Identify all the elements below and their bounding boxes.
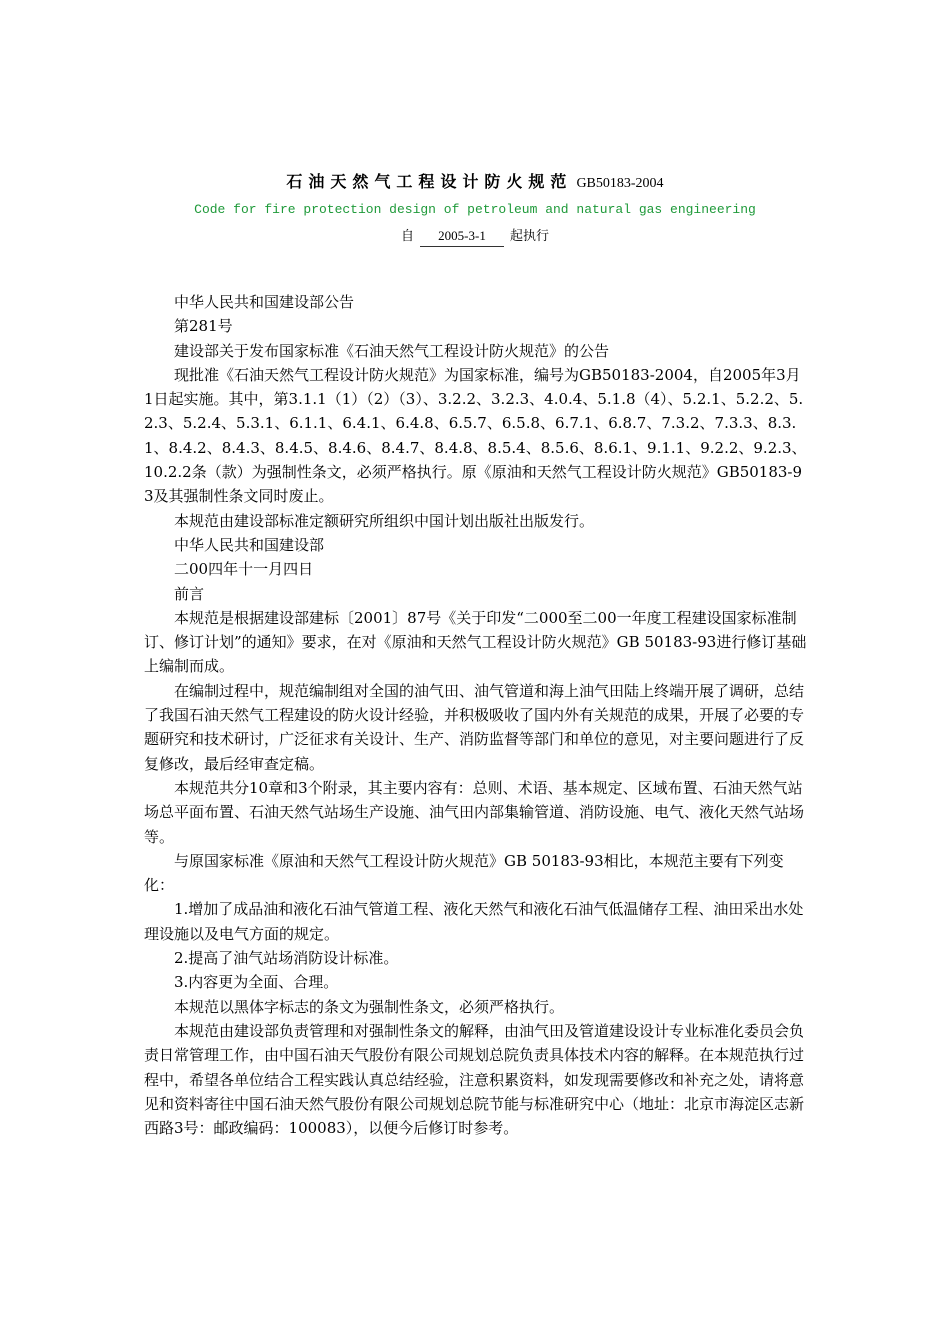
english-title: Code for fire protection design of petroleum and natural gas engineering xyxy=(194,202,756,217)
change-item: 1.增加了成品油和液化石油气管道工程、液化天然气和液化石油气低温储存工程、油田采出水处理设施以及电气方面的规定。 xyxy=(144,900,804,943)
effective-suffix: 起执行 xyxy=(510,229,550,244)
publisher-paragraph: 本规范由建设部标准定额研究所组织中国计划出版社出版发行。 xyxy=(174,511,595,530)
effective-date-line xyxy=(0,226,950,247)
title-chinese: 石油天然气工程设计防火规范 xyxy=(286,172,573,191)
announcement-number: 第281号 xyxy=(174,317,233,336)
document-header xyxy=(0,168,950,247)
change-item: 3.内容更为全面、合理。 xyxy=(174,973,339,992)
effective-date: 2005-3-1 xyxy=(420,226,504,247)
document-title xyxy=(0,168,950,198)
preface-paragraph: 本规范以黑体字标志的条文为强制性条文，必须严格执行。 xyxy=(174,997,565,1016)
preface-paragraph: 本规范共分10章和3个附录，其主要内容有：总则、术语、基本规定、区域布置、石油天然气站场总平面布置、石油天然气站场生产设施、油气田内部集输管道、消防设施、电气、液化天然气站场等。 xyxy=(144,778,805,846)
document-body xyxy=(144,290,808,1140)
preface-paragraph: 本规范由建设部负责管理和对强制性条文的解释，由油气田及管道建设设计专业标准化委员会负责日常管理工作，由中国石油天气股份有限公司规划总院负责具体技术内容的解释。在本规范执行过程中，希望各单位结合工程实践认真总结经验，注意积累资料，如发现需要修改和补充之处，请将意见和资料寄往中国石油天然气股份有限公司规划总院节能与标准研究中心（地址：北京市海淀区志新西路3号：邮政编码：100083），以便今后修订时参考。 xyxy=(144,1021,805,1138)
standard-code: GB50183-2004 xyxy=(576,176,664,191)
preface-heading: 前言 xyxy=(174,584,205,603)
announcement-paragraph: 现批准《石油天然气工程设计防火规范》为国家标准，编号为GB50183-2004，自2005年3月1日起实施。其中，第3.1.1（1）（2）（3）、3.2.2、3.2.3、4.0.4、5.1.8（4）、5.2.1、5.2.2、5.2.3、5.2.4、5.3.1、6.1.1、6.4.1、6.4.8、6.5.7、6.5.8、6.7.1、6.8.7、7.3.2、7.3.3、8.3.1、8.4.2、8.4.3、8.4.5、8.4.6、8.4.7、8.4.8、8.5.4、8.5.6、8.6.1、9.1.1、9.2.2、9.2.3、10.2.2条（款）为强制性条文，必须严格执行。原《原油和天然气工程设计防火规范》GB50183-93及其强制性条文同时废止。 xyxy=(144,365,807,506)
effective-prefix: 自 xyxy=(400,229,414,244)
signature-date: 二00四年十一月四日 xyxy=(174,560,314,579)
preface-paragraph: 与原国家标准《原油和天然气工程设计防火规范》GB 50183-93相比，本规范主要有下列变化： xyxy=(144,851,784,895)
announcement-title: 建设部关于发布国家标准《石油天然气工程设计防火规范》的公告 xyxy=(174,341,610,360)
announcement-issuer: 中华人民共和国建设部公告 xyxy=(174,293,355,311)
preface-paragraph: 本规范是根据建设部建标〔2001〕87号《关于印发“二000至二00一年度工程建设国家标准制订、修订计划”的通知》要求，在对《原油和天然气工程设计防火规范》GB 50183-93进行修订基础上编制而成。 xyxy=(144,608,807,676)
preface-paragraph: 在编制过程中，规范编制组对全国的油气田、油气管道和海上油气田陆上终端开展了调研，总结了我国石油天然气工程建设的防火设计经验，并积极吸收了国内外有关规范的成果，开展了必要的专题研究和技术研讨，广泛征求有关设计、生产、消防监督等部门和单位的意见，对主要问题进行了反复修改，最后经审查定稿。 xyxy=(144,681,805,773)
signatory: 中华人民共和国建设部 xyxy=(174,535,325,554)
change-item: 2.提高了油气站场消防设计标准。 xyxy=(174,949,399,968)
